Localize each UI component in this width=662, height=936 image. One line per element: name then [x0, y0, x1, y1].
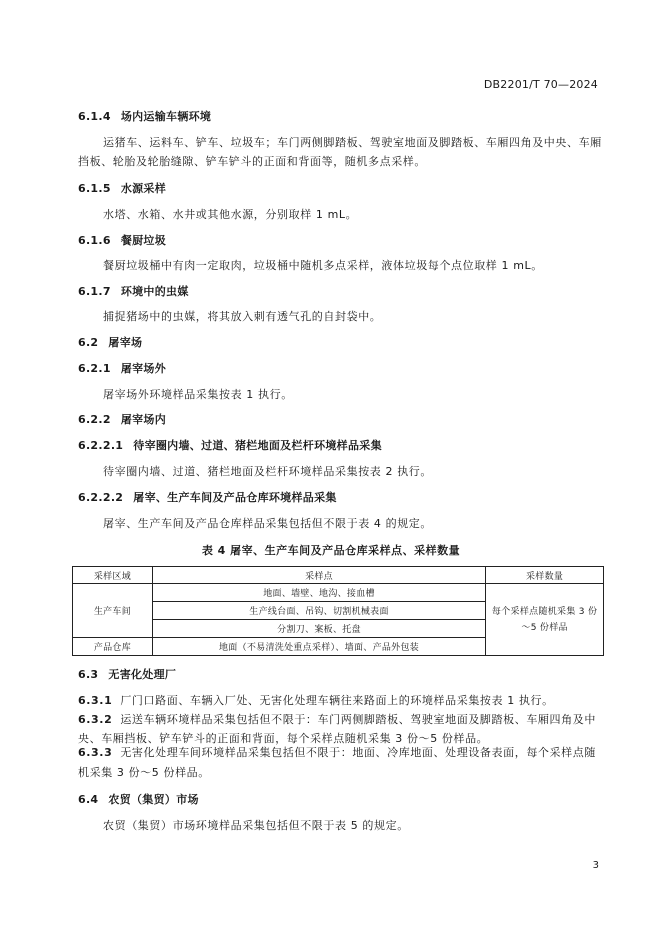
section-title: 无害化处理厂 — [108, 668, 177, 681]
table-row — [73, 584, 604, 602]
clause-number: 6.3.3 — [78, 746, 113, 759]
section-title: 餐厨垃圾 — [120, 234, 167, 247]
table-header-cell: 采样区域 — [73, 567, 153, 584]
page-number: 3 — [592, 860, 599, 871]
table-cell-point: 地面（不易清洗处重点采样）、墙面、产品外包装 — [152, 638, 485, 656]
section-number: 6.2.1 — [78, 362, 111, 375]
paragraph-line: 屠宰、生产车间及产品仓库样品采集包括但不限于表 4 的规定。 — [103, 517, 432, 530]
section-number: 6.1.6 — [78, 234, 111, 247]
section-title: 场内运输车辆环境 — [120, 110, 212, 123]
sampling-table — [72, 566, 604, 656]
section-number: 6.1.5 — [78, 182, 111, 195]
section-title: 屠宰、生产车间及产品仓库环境样品采集 — [133, 491, 337, 504]
clause-text: 厂门口路面、车辆入厂处、无害化处理车辆往来路面上的环境样品采集按表 1 执行。 — [120, 694, 554, 707]
table-header-row — [73, 567, 604, 584]
clause-number: 6.3.2 — [78, 713, 113, 726]
table-cell-point: 分割刀、案板、托盘 — [152, 620, 485, 638]
paragraph-line: 捕捉猪场中的虫媒，将其放入刺有透气孔的自封袋中。 — [103, 310, 382, 323]
clause-6-3-1 — [78, 692, 554, 708]
table-cell-point: 地面、墙壁、地沟、接血槽 — [152, 584, 485, 602]
section-heading-6-1-5 — [78, 180, 166, 196]
clause-text: 运送车辆环境样品采集包括但不限于：车门两侧脚踏板、驾驶室地面及脚踏板、车厢四角及中 — [120, 713, 596, 726]
paragraph-line: 水塔、水箱、水井或其他水源，分别取样 1 mL。 — [103, 208, 358, 221]
clause-number: 6.3.1 — [78, 694, 113, 707]
section-heading-6-2-2-1 — [78, 437, 382, 453]
section-number: 6.2.2.1 — [78, 439, 124, 452]
section-number: 6.1.4 — [78, 110, 111, 123]
section-title: 屠宰场内 — [120, 413, 167, 426]
section-number: 6.2 — [78, 336, 99, 349]
table-cell-quantity: 每个采样点随机采集 3 份～5 份样品 — [486, 584, 604, 656]
section-heading-6-2-2 — [78, 411, 166, 427]
section-heading-6-2-1 — [78, 360, 166, 376]
table-cell-area: 产品仓库 — [73, 638, 153, 656]
section-title: 环境中的虫媒 — [120, 285, 189, 298]
section-heading-6-4 — [78, 791, 199, 807]
paragraph-line: 央、车厢挡板、铲车铲斗的正面和背面，每个采样点随机采集 3 份～5 份样品。 — [78, 732, 489, 745]
clause-6-3-3 — [78, 744, 596, 760]
section-title: 水源采样 — [120, 182, 167, 195]
table-header-cell: 采样数量 — [486, 567, 604, 584]
paragraph-line: 待宰圈内墙、过道、猪栏地面及栏杆环境样品采集按表 2 执行。 — [103, 465, 432, 478]
table-cell-point: 生产线台面、吊钩、切割机械表面 — [152, 602, 485, 620]
section-title: 待宰圈内墙、过道、猪栏地面及栏杆环境样品采集 — [133, 439, 382, 452]
section-number: 6.2.2 — [78, 413, 111, 426]
paragraph-line: 运猪车、运料车、铲车、垃圾车；车门两侧脚踏板、驾驶室地面及脚踏板、车厢四角及中央、车厢 — [103, 136, 602, 149]
clause-6-3-2 — [78, 711, 596, 727]
section-number: 6.2.2.2 — [78, 491, 124, 504]
paragraph-line: 机采集 3 份～5 份样品。 — [78, 766, 210, 779]
table-title: 表 4 屠宰、生产车间及产品仓库采样点、采样数量 — [201, 544, 461, 557]
paragraph-line: 农贸（集贸）市场环境样品采集包括但不限于表 5 的规定。 — [103, 819, 409, 832]
section-title: 农贸（集贸）市场 — [108, 793, 199, 806]
paragraph-line: 屠宰场外环境样品采集按表 1 执行。 — [103, 388, 293, 401]
section-title: 屠宰场 — [108, 336, 143, 349]
section-heading-6-1-7 — [78, 283, 189, 299]
section-heading-6-1-4 — [78, 108, 211, 124]
section-heading-6-3 — [78, 666, 176, 682]
clause-text: 无害化处理车间环境样品采集包括但不限于：地面、冷库地面、处理设备表面，每个采样点随 — [120, 746, 596, 759]
section-heading-6-2-2-2 — [78, 489, 337, 505]
section-number: 6.4 — [78, 793, 99, 806]
table-header-cell: 采样点 — [152, 567, 485, 584]
paragraph-line: 挡板、轮胎及轮胎缝隙、铲车铲斗的正面和背面等，随机多点采样。 — [78, 155, 426, 168]
section-heading-6-2 — [78, 334, 142, 350]
section-heading-6-1-6 — [78, 232, 166, 248]
section-number: 6.3 — [78, 668, 99, 681]
section-title: 屠宰场外 — [120, 362, 167, 375]
document-code: DB2201/T 70—2024 — [483, 78, 598, 91]
paragraph-line: 餐厨垃圾桶中有肉一定取肉，垃圾桶中随机多点采样，液体垃圾每个点位取样 1 mL。 — [103, 259, 543, 272]
table-cell-area: 生产车间 — [73, 584, 153, 638]
section-number: 6.1.7 — [78, 285, 111, 298]
